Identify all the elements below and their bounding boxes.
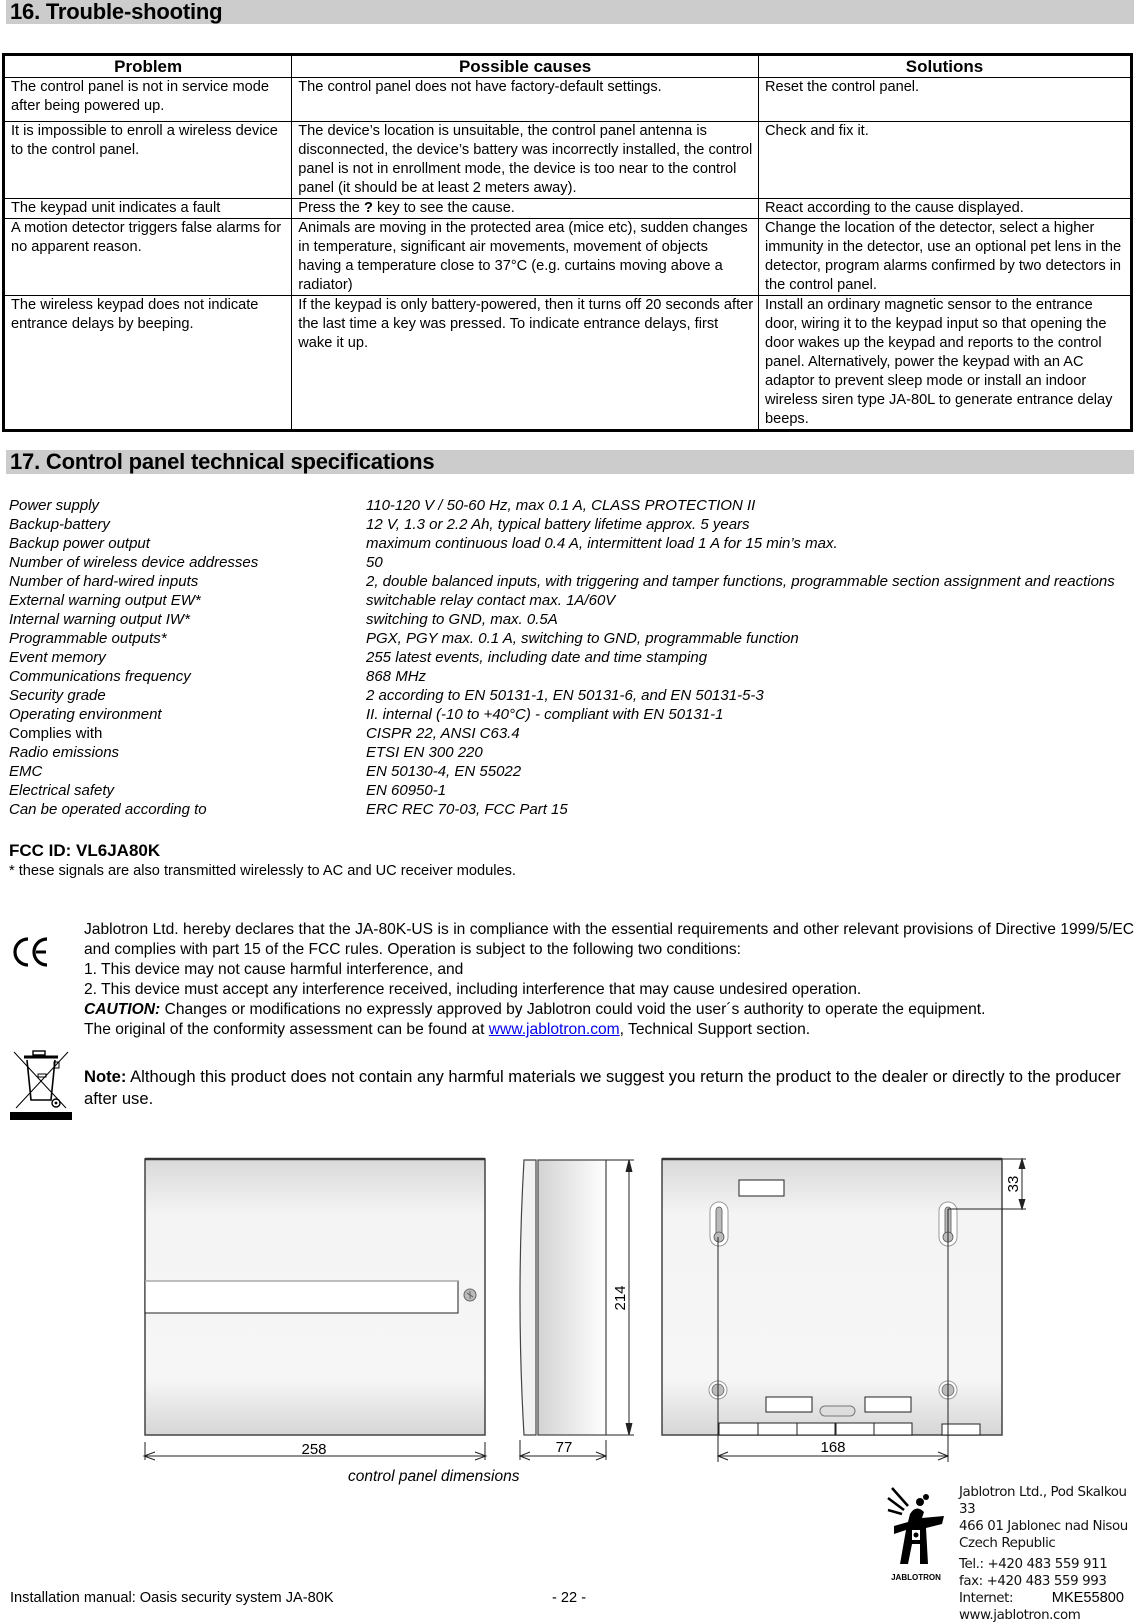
back-view xyxy=(662,1159,1026,1462)
spec-row-electrical-safety xyxy=(9,781,1133,800)
cell-causes xyxy=(292,199,759,219)
section-heading-troubleshooting xyxy=(6,0,1134,24)
spec-label: Event memory xyxy=(9,649,106,666)
spec-value: switchable relay contact max. 1A/60V xyxy=(366,592,616,609)
table-row xyxy=(4,122,1132,199)
table-row xyxy=(4,219,1132,296)
spec-value: switching to GND, max. 0.5A xyxy=(366,611,558,628)
spec-value: 50 xyxy=(366,554,383,571)
footnote: * these signals are also transmitted wirelessly to AC and UC receiver modules. xyxy=(9,863,516,879)
spec-value: ETSI EN 300 220 xyxy=(366,744,483,761)
spec-label: Backup power output xyxy=(9,535,150,552)
spec-label: Complies with xyxy=(9,725,103,742)
conformity-suffix: , Technical Support section. xyxy=(619,1021,811,1038)
table-row xyxy=(4,199,1132,219)
column-header-problem: Problem xyxy=(4,55,292,78)
spec-row-event-memory xyxy=(9,648,1133,667)
spec-value: EN 60950-1 xyxy=(366,782,447,799)
cell-problem: It is impossible to enroll a wireless device to the control panel. xyxy=(4,122,292,199)
table-row xyxy=(4,296,1132,431)
weee-bin-icon xyxy=(10,1048,72,1120)
cell-solutions: Change the location of the detector, select a higher immunity in the detector, use an optional pet lens in the detector, program alarms confirmed by two detectors in the control panel. xyxy=(758,219,1131,296)
spec-value: ERC REC 70-03, FCC Part 15 xyxy=(366,801,568,818)
caution-line xyxy=(84,1000,1134,1020)
spec-label: Radio emissions xyxy=(9,744,120,761)
note-label: Note: xyxy=(84,1067,127,1086)
cell-problem: The keypad unit indicates a fault xyxy=(4,199,292,219)
table-header-row xyxy=(4,55,1132,78)
spec-row-power-supply xyxy=(9,496,1133,515)
cell-causes: The control panel does not have factory-default settings. xyxy=(292,78,759,122)
spec-value: 868 MHz xyxy=(366,668,427,685)
dimension-hole-spacing: 168 xyxy=(820,1439,846,1456)
cell-problem: The wireless keypad does not indicate entrance delays by beeping. xyxy=(4,296,292,431)
spec-value: 255 latest events, including date and time stamping xyxy=(366,649,708,666)
caution-text: Changes or modifications no expressly approved by Jablotron could void the user´s authority to operate the equipment. xyxy=(160,1001,986,1018)
dimension-width: 258 xyxy=(301,1441,327,1458)
jablotron-link[interactable]: www.jablotron.com xyxy=(488,1021,620,1038)
spec-label: EMC xyxy=(9,763,43,780)
footer-manual-title: Installation manual: Oasis security system JA-80K xyxy=(10,1590,334,1606)
spec-row-backup-battery xyxy=(9,515,1133,534)
side-view xyxy=(520,1160,634,1460)
cell-causes: The device’s location is unsuitable, the control panel antenna is disconnected, the device’s battery was incorrectly installed, the control panel is not in enrollment mode, the device is too near to the control panel (it should be at least 2 meters away). xyxy=(292,122,759,199)
spec-label: Internal warning output IW* xyxy=(9,611,190,628)
declaration-line: Jablotron Ltd. hereby declares that the JA-80K-US is in compliance with the essential requirements and other relevant provisions of Directive 1999/5/EC and complies with part 15 of the FCC rules. Operation is subject to the following two conditions: xyxy=(84,921,1134,958)
spec-row-internal-warning xyxy=(9,610,1133,629)
cell-causes: If the keypad is only battery-powered, then it turns off 20 seconds after the last time a key was pressed. To indicate entrance delays, first wake it up. xyxy=(292,296,759,431)
condition-1: 1. This device may not cause harmful interference, and xyxy=(84,961,464,978)
column-header-solutions: Solutions xyxy=(758,55,1131,78)
spec-row-security-grade xyxy=(9,686,1133,705)
dimension-depth: 77 xyxy=(555,1439,573,1456)
cause-prefix: Press the xyxy=(298,200,364,216)
cell-problem: A motion detector triggers false alarms for no apparent reason. xyxy=(4,219,292,296)
dimension-height: 214 xyxy=(612,1285,629,1311)
cell-problem: The control panel is not in service mode after being powered up. xyxy=(4,78,292,122)
cell-solutions: Install an ordinary magnetic sensor to the entrance door, wiring it to the keypad input so that opening the door wakes up the keypad and reports to the control panel. Alternatively, power the keypad with an AC adaptor to prevent sleep mode or install an indoor wireless siren type JA-80L to generate entrance delay beeps. xyxy=(758,296,1131,431)
spec-row-operated-according-to xyxy=(9,800,1133,819)
spec-value: EN 50130-4, EN 55022 xyxy=(366,763,522,780)
column-header-causes: Possible causes xyxy=(292,55,759,78)
spec-label: Operating environment xyxy=(9,706,162,723)
contact-internet: Internet: www.jablotron.com xyxy=(959,1591,1081,1623)
spec-list xyxy=(9,496,1133,819)
spec-row-backup-power-output xyxy=(9,534,1133,553)
spec-row-hard-wired-inputs xyxy=(9,572,1133,591)
spec-label: Number of wireless device addresses xyxy=(9,554,259,571)
control-panel-dimension-diagram xyxy=(130,1150,1050,1480)
cell-causes: Animals are moving in the protected area (mice etc), sudden changes in temperature, significant air movements, movement of objects having a temperature close to 37°C (e.g. curtains moving above a radiator) xyxy=(292,219,759,296)
condition-2: 2. This device must accept any interference received, including interference that may cause undesired operation. xyxy=(84,981,862,998)
spec-value: 2, double balanced inputs, with triggering and tamper functions, programmable section assignment and reactions xyxy=(366,573,1115,590)
section-heading-specifications xyxy=(6,450,1134,474)
spec-label: Backup-battery xyxy=(9,516,110,533)
spec-row-programmable-outputs xyxy=(9,629,1133,648)
diagram-caption: control panel dimensions xyxy=(348,1468,520,1485)
spec-value: 2 according to EN 50131-1, EN 50131-6, and EN 50131-5-3 xyxy=(366,687,764,704)
fcc-id: FCC ID: VL6JA80K xyxy=(9,841,161,860)
spec-row-operating-environment xyxy=(9,705,1133,724)
conformity-line xyxy=(84,1020,1134,1040)
contact-tel: Tel.: +420 483 559 911 xyxy=(959,1557,1108,1572)
conformity-prefix: The original of the conformity assessment can be found at xyxy=(84,1021,489,1038)
spec-row-external-warning xyxy=(9,591,1133,610)
section-title: 17. Control panel technical specifications xyxy=(10,449,435,474)
logo-text: JABLOTRON xyxy=(891,1573,941,1582)
spec-row-complies-with xyxy=(9,724,1133,743)
contact-company: Jablotron Ltd., Pod Skalkou 33 xyxy=(959,1485,1127,1517)
question-key: ? xyxy=(363,200,373,216)
contact-country: Czech Republic xyxy=(959,1536,1056,1551)
spec-label: External warning output EW* xyxy=(9,592,201,609)
spec-label: Communications frequency xyxy=(9,668,191,685)
cell-solutions: React according to the cause displayed. xyxy=(758,199,1131,219)
spec-label: Number of hard-wired inputs xyxy=(9,573,199,590)
spec-value: 12 V, 1.3 or 2.2 Ah, typical battery lifetime approx. 5 years xyxy=(366,516,750,533)
spec-value: II. internal (-10 to +40°C) - compliant with EN 50131-1 xyxy=(366,706,724,723)
spec-row-wireless-addresses xyxy=(9,553,1133,572)
spec-value: maximum continuous load 0.4 A, intermittent load 1 A for 15 min’s max. xyxy=(366,535,838,552)
footer-page-number: - 22 - xyxy=(552,1590,587,1606)
spec-label: Programmable outputs* xyxy=(9,630,167,647)
cell-solutions: Check and fix it. xyxy=(758,122,1131,199)
cause-suffix: key to see the cause. xyxy=(372,200,515,216)
ce-mark-icon xyxy=(11,935,51,969)
spec-value: PGX, PGY max. 0.1 A, switching to GND, programmable function xyxy=(366,630,799,647)
troubleshooting-table xyxy=(2,53,1133,432)
spec-label: Power supply xyxy=(9,497,100,514)
footer-doc-code: MKE55800 xyxy=(1051,1590,1124,1606)
spec-value: CISPR 22, ANSI C63.4 xyxy=(366,725,520,742)
spec-row-emc xyxy=(9,762,1133,781)
contact-city: 466 01 Jablonec nad Nisou xyxy=(959,1519,1128,1534)
declaration-text xyxy=(84,920,1134,1040)
table-row xyxy=(4,78,1132,122)
spec-row-radio-emissions xyxy=(9,743,1133,762)
spec-value: 110-120 V / 50-60 Hz, max 0.1 A, CLASS PROTECTION II xyxy=(366,497,756,514)
jablotron-logo-icon xyxy=(886,1484,956,1584)
front-view xyxy=(144,1159,486,1460)
section-title: 16. Trouble-shooting xyxy=(10,0,223,24)
spec-label: Security grade xyxy=(9,687,106,704)
contact-fax: fax: +420 483 559 993 xyxy=(959,1574,1107,1589)
dimension-top-offset: 33 xyxy=(1005,1175,1022,1193)
caution-label: CAUTION: xyxy=(84,1001,161,1018)
cell-solutions: Reset the control panel. xyxy=(758,78,1131,122)
spec-label: Can be operated according to xyxy=(9,801,207,818)
note-text: Although this product does not contain any harmful materials we suggest you return the product to the dealer or directly to the producer after use. xyxy=(84,1067,1121,1108)
spec-label: Electrical safety xyxy=(9,782,115,799)
disposal-note xyxy=(84,1066,1134,1110)
spec-row-comm-frequency xyxy=(9,667,1133,686)
